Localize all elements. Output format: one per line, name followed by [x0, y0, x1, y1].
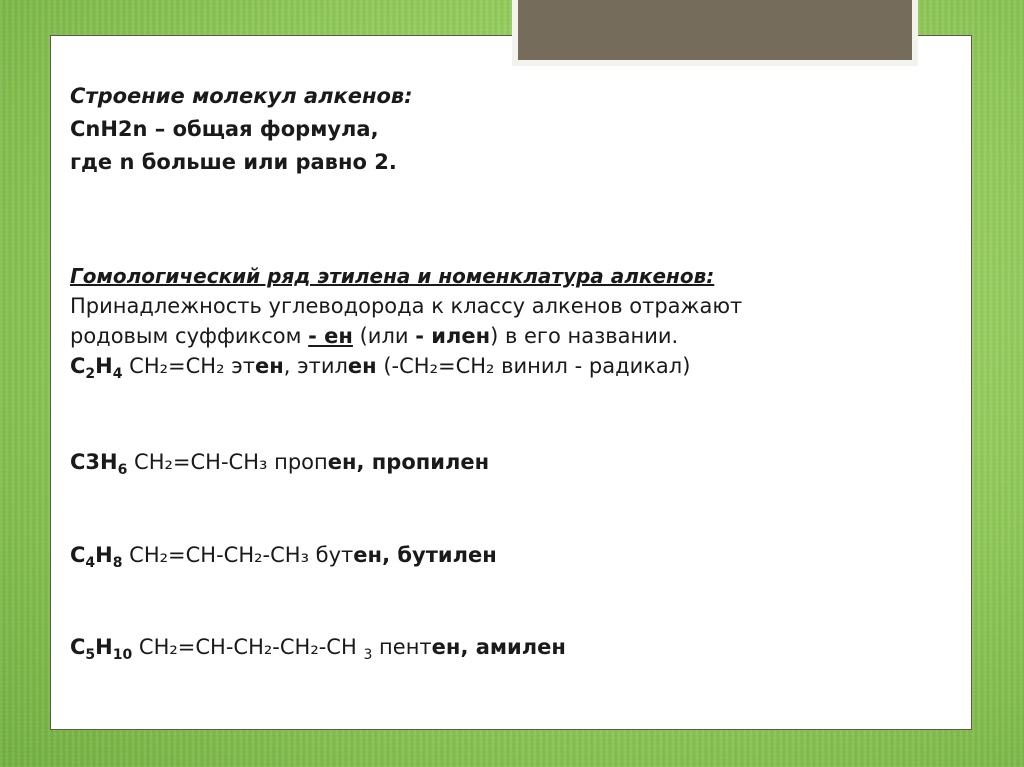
name-text: , пропил — [356, 450, 461, 474]
molecular-formula: $C_2H_4$ — [70, 354, 123, 382]
general-formula: CnH2n – общая формула, — [70, 117, 379, 141]
header-bar — [512, 0, 918, 66]
suffix-bold: ен — [327, 450, 357, 474]
paragraph-text: родовым суффиксом — [70, 324, 309, 348]
structural-formula: CH₂=CH₂ эт — [122, 354, 255, 378]
paragraph-line-1: Принадлежность углеводорода к классу алкенов отражают — [70, 294, 743, 318]
suffix-en: - ен — [308, 324, 353, 348]
formula-condition: где n больше или равно 2. — [70, 150, 397, 174]
molecular-formula: $C_4H_8$ — [70, 543, 123, 571]
section-title: Гомологический ряд этилена и номенклатура алкенов: — [70, 264, 715, 288]
homolog-row-propene — [70, 447, 489, 477]
structural-formula: CH₂=CH-CH₂-CH₂-CH — [132, 635, 364, 659]
structural-formula: CH₂=CH-CH₃ проп — [127, 450, 328, 474]
name-text: , этил — [283, 354, 348, 378]
paragraph-text: (или — [352, 324, 416, 348]
molecular-formula: $C_5H_{10}$ — [70, 635, 133, 663]
radical-note: (-CH₂=CH₂ винил - радикал) — [376, 354, 691, 378]
molecular-formula: $C3H_6$ — [70, 450, 128, 478]
structural-formula: CH₂=CH-CH₂-CH₃ бут — [122, 543, 354, 567]
homolog-row-ethene — [70, 351, 690, 381]
heading-title: Строение молекул алкенов: — [70, 84, 413, 108]
homolog-row-butene — [70, 540, 497, 570]
suffix-ilen: - илен — [415, 324, 491, 348]
name-text: , амил — [460, 635, 538, 659]
slide-content — [70, 80, 950, 663]
name-text: , бутил — [382, 543, 468, 567]
heading-block — [70, 80, 950, 179]
suffix-bold: ен — [537, 635, 566, 659]
suffix-bold: ен — [254, 354, 284, 378]
paragraph-line-2 — [70, 321, 742, 351]
suffix-bold: ен — [347, 354, 377, 378]
paragraph — [70, 291, 742, 351]
suffix-bold: ен — [467, 543, 497, 567]
paragraph-text: ) в его названии. — [490, 324, 679, 348]
homolog-row-pentene — [70, 632, 566, 662]
subscript: 3 — [363, 647, 373, 663]
suffix-bold: ен — [353, 543, 383, 567]
suffix-bold: ен — [460, 450, 490, 474]
name-text: пент — [372, 635, 432, 659]
suffix-bold: ен — [431, 635, 461, 659]
